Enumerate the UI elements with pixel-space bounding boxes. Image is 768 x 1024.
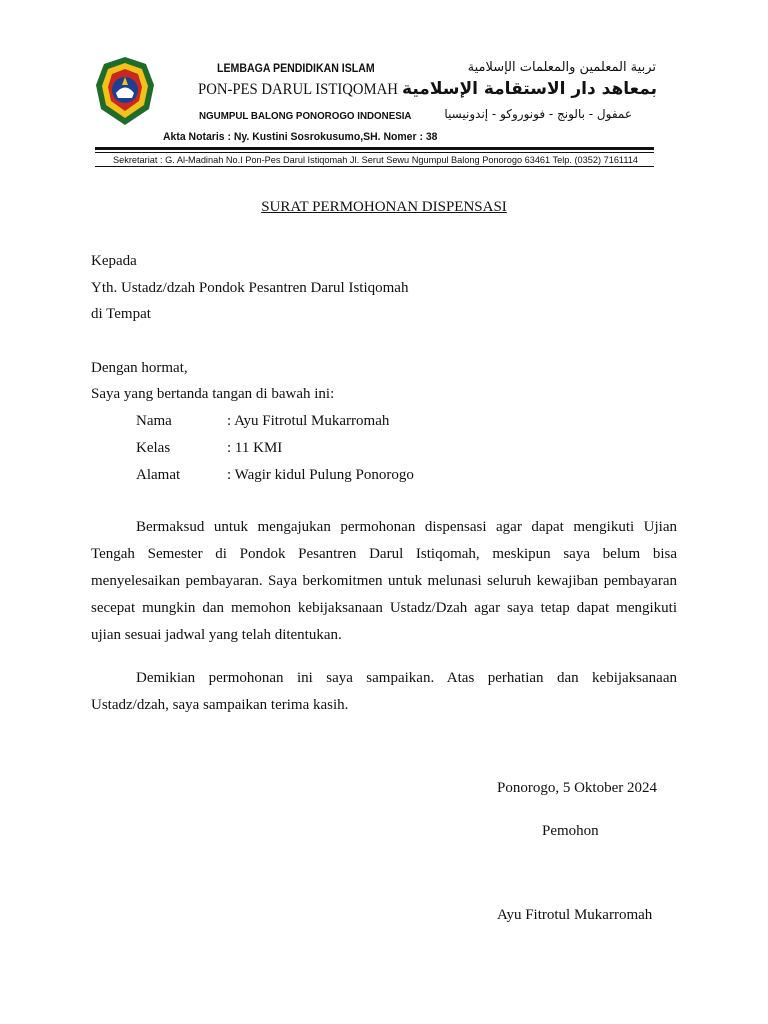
institution-name: LEMBAGA PENDIDIKAN ISLAM — [217, 63, 375, 75]
notary-info: Akta Notaris : Ny. Kustini Sosrokusumo,SH. Nomer : 38 — [163, 131, 438, 143]
header-rule-thin — [95, 152, 654, 153]
signoff-label: Pemohon — [542, 823, 599, 839]
field-value-alamat: : Wagir kidul Pulung Ponorogo — [227, 467, 414, 483]
school-name: PON-PES DARUL ISTIQOMAH — [198, 81, 398, 98]
letter-title: SURAT PERMOHONAN DISPENSASI — [261, 199, 507, 215]
greeting: Dengan hormat, — [91, 360, 188, 376]
header-rule-thick — [95, 147, 654, 150]
body-paragraph-1: Bermaksud untuk mengajukan permohonan dispensasi agar dapat mengikuti Ujian Tengah Semester di Pondok Pesantren Darul Istiqomah, meskipun saya belum bisa menyelesaikan pembayaran. Saya berkomitmen untuk melunasi seluruh kewajiban pembayaran secepat mungkin dan memohon kebijaksanaan Ustadz/Dzah agar saya tetap dapat mengikuti ujian sesuai jadwal yang telah ditentukan. — [91, 519, 677, 643]
body-paragraph-2: Demikian permohonan ini saya sampaikan. Atas perhatian dan kebijaksanaan Ustadz/dzah, saya sampaikan terima kasih. — [91, 670, 677, 713]
field-value-nama: : Ayu Fitrotul Mukarromah — [227, 413, 390, 429]
field-value-kelas: : 11 KMI — [227, 440, 283, 456]
arabic-school: بمعاهد دار الاستقامة الإسلامية — [402, 79, 657, 99]
school-location: NGUMPUL BALONG PONOROGO INDONESIA — [199, 110, 412, 122]
address-underline — [95, 166, 654, 167]
signer-name: Ayu Fitrotul Mukarromah — [497, 907, 653, 923]
field-label-alamat: Alamat — [136, 467, 181, 483]
field-label-kelas: Kelas — [136, 440, 171, 456]
recipient-name: Yth. Ustadz/dzah Pondok Pesantren Darul Istiqomah — [91, 280, 409, 296]
intro-line: Saya yang bertanda tangan di bawah ini: — [91, 386, 335, 402]
recipient-place: di Tempat — [91, 306, 151, 322]
place-date: Ponorogo, 5 Oktober 2024 — [497, 780, 657, 796]
arabic-location: عمفول - بالونج - فونوروكو - إندونيسيا — [444, 107, 632, 121]
secretariat-address: Sekretariat : G. Al-Madinah No.I Pon-Pes Darul Istiqomah Jl. Serut Sewu Ngumpul Balong Ponorogo 63461 Telp. (0352) 7161114 — [113, 155, 639, 165]
arabic-institution: تربية المعلمين والمعلمات الإسلامية — [467, 60, 656, 75]
recipient-to: Kepada — [91, 253, 137, 269]
school-logo — [94, 55, 156, 127]
field-label-nama: Nama — [136, 413, 172, 429]
